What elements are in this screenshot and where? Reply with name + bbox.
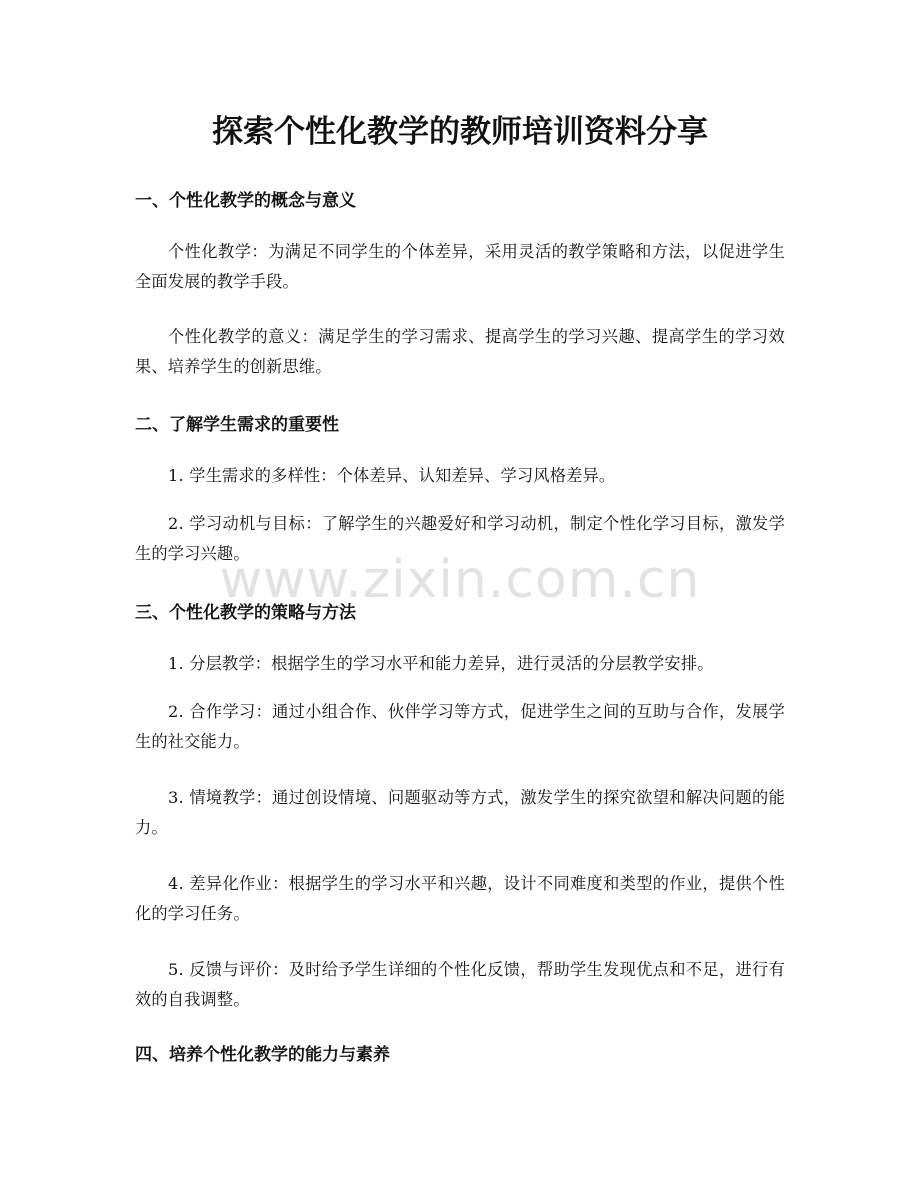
paragraph: 个性化教学的意义：满足学生的学习需求、提高学生的学习兴趣、提高学生的学习效果、培养学生的创新思维。 <box>135 327 785 376</box>
watermark: www.zixin.com.cn <box>219 550 701 610</box>
list-item: 5. 反馈与评价：及时给予学生详细的个性化反馈，帮助学生发现优点和不足，进行有效的自我调整。 <box>135 960 785 1009</box>
section-heading-3: 三、个性化教学的策略与方法 <box>135 603 356 623</box>
document-title: 探索个性化教学的教师培训资料分享 <box>212 114 708 150</box>
section-heading-2: 二、了解学生需求的重要性 <box>135 415 339 435</box>
list-item: 2. 学习动机与目标：了解学生的兴趣爱好和学习动机，制定个性化学习目标，激发学生的学习兴趣。 <box>135 514 785 563</box>
list-item: 1. 学生需求的多样性：个体差异、认知差异、学习风格差异。 <box>168 466 616 485</box>
list-item: 2. 合作学习：通过小组合作、伙伴学习等方式，促进学生之间的互助与合作，发展学生的社交能力。 <box>135 702 785 751</box>
list-item: 1. 分层教学：根据学生的学习水平和能力差异，进行灵活的分层教学安排。 <box>168 654 714 673</box>
section-heading-4: 四、培养个性化教学的能力与素养 <box>135 1045 390 1065</box>
list-item: 4. 差异化作业：根据学生的学习水平和兴趣，设计不同难度和类型的作业，提供个性化的学习任务。 <box>135 874 785 923</box>
section-heading-1: 一、个性化教学的概念与意义 <box>135 191 356 211</box>
paragraph: 个性化教学：为满足不同学生的个体差异，采用灵活的教学策略和方法，以促进学生全面发展的教学手段。 <box>135 242 785 291</box>
list-item: 3. 情境教学：通过创设情境、问题驱动等方式，激发学生的探究欲望和解决问题的能力。 <box>135 788 785 837</box>
